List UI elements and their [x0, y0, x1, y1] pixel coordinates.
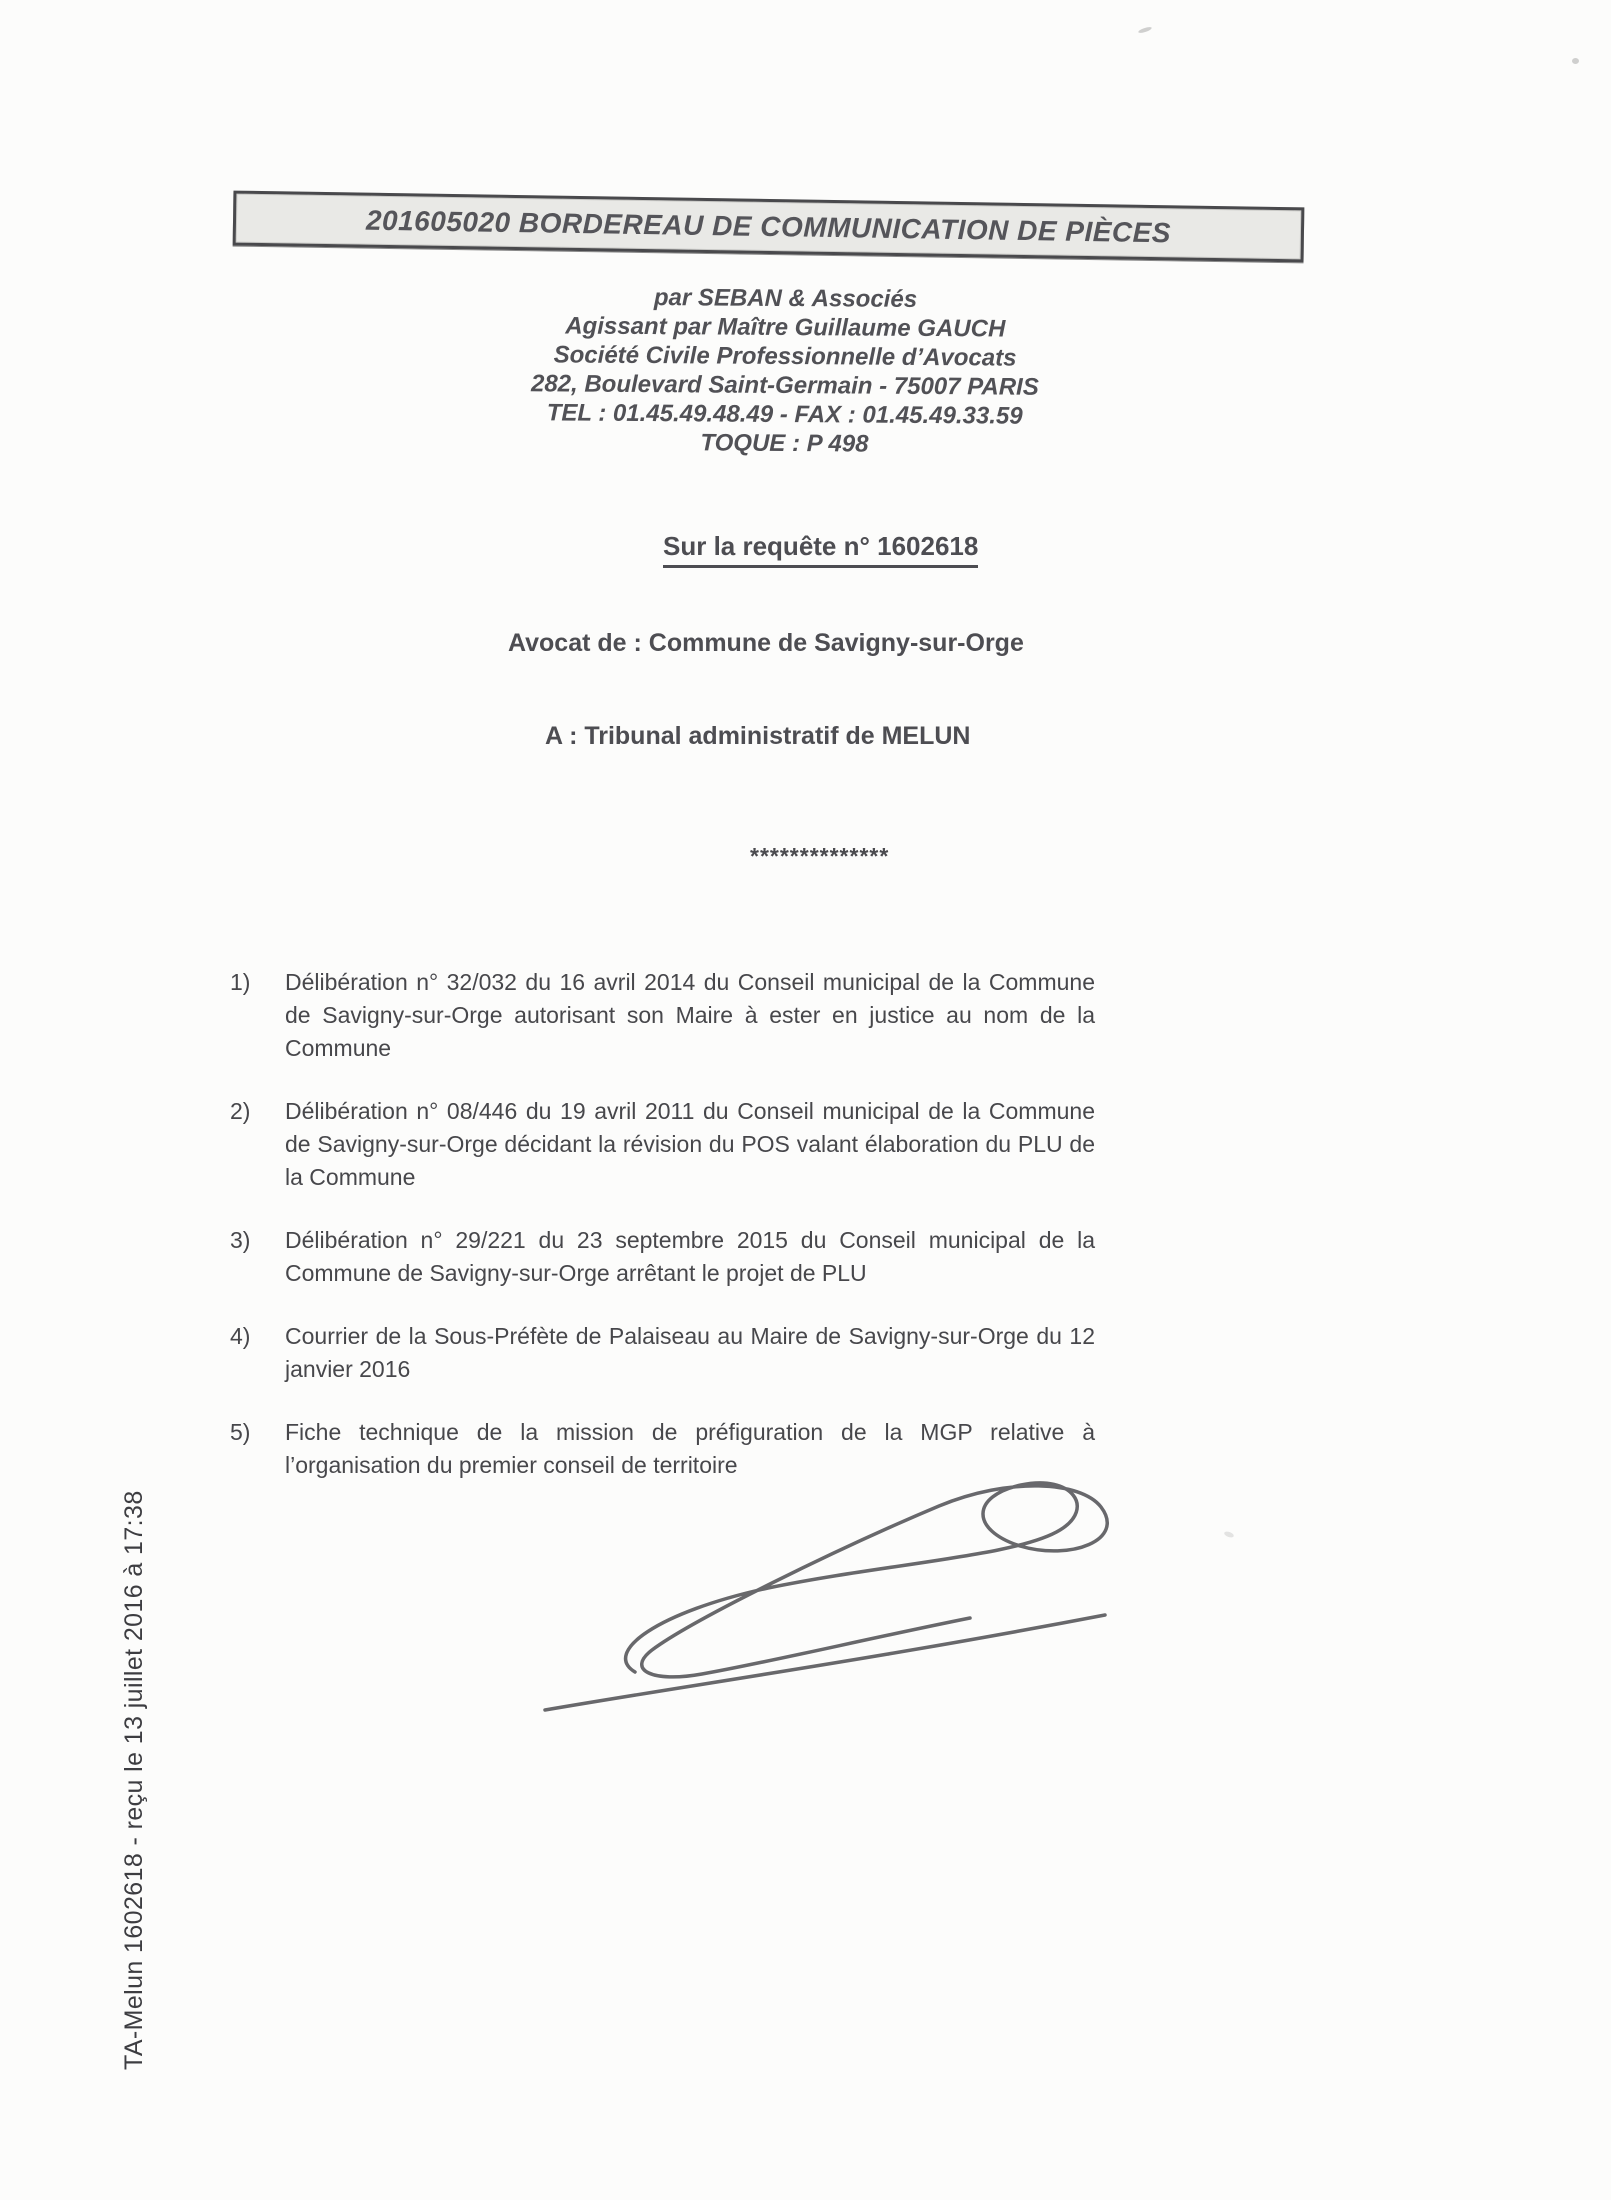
- pieces-list: [230, 966, 1095, 1512]
- scan-artifact: [1223, 1530, 1234, 1538]
- avocat-de-line: Avocat de : Commune de Savigny-sur-Orge: [508, 629, 1024, 657]
- sender-line: Société Civile Professionnelle d’Avocats: [553, 341, 1017, 372]
- list-item: [230, 966, 1095, 1065]
- document-title: 201605020 BORDEREAU DE COMMUNICATION DE PIÈCES: [365, 204, 1172, 248]
- list-item: [230, 1095, 1095, 1194]
- list-item-text: Délibération n° 08/446 du 19 avril 2011 du Conseil municipal de la Commune de Savigny-sur-Orge décidant la révision du POS valant élaboration du PLU de la Commune: [285, 1098, 1095, 1190]
- list-item-text: Fiche technique de la mission de préfiguration de la MGP relative à l’organisation du premier conseil de territoire: [285, 1419, 1095, 1478]
- destinataire-line: A : Tribunal administratif de MELUN: [545, 722, 971, 750]
- list-item-number: 1): [230, 969, 251, 995]
- list-item-text: Courrier de la Sous-Préfète de Palaiseau au Maire de Savigny-sur-Orge du 12 janvier 2016: [285, 1323, 1095, 1382]
- list-item-number: 3): [230, 1227, 251, 1253]
- sender-line: Agissant par Maître Guillaume GAUCH: [565, 312, 1006, 343]
- list-item: [230, 1224, 1095, 1290]
- list-item: [230, 1320, 1095, 1386]
- scan-artifact: [1572, 58, 1579, 64]
- sender-line: TOQUE : P 498: [700, 429, 869, 458]
- sender-address-block: [399, 281, 1170, 460]
- list-item-number: 2): [230, 1098, 251, 1124]
- list-item-number: 5): [230, 1419, 251, 1445]
- list-item-number: 4): [230, 1323, 251, 1349]
- document-title-banner: [233, 191, 1305, 263]
- greffe-reception-stamp: TA-Melun 1602618 - reçu le 13 juillet 2016 à 17:38: [120, 1490, 148, 2070]
- request-reference: Sur la requête n° 1602618: [663, 531, 978, 568]
- list-item-text: Délibération n° 32/032 du 16 avril 2014 du Conseil municipal de la Commune de Savigny-sur-Orge autorisant son Maire à ester en justice au nom de la Commune: [285, 969, 1095, 1061]
- handwritten-signature: [540, 1460, 1160, 1720]
- list-item-text: Délibération n° 29/221 du 23 septembre 2015 du Conseil municipal de la Commune de Savigny-sur-Orge arrêtant le projet de PLU: [285, 1227, 1095, 1286]
- sender-line: 282, Boulevard Saint-Germain - 75007 PARIS: [530, 370, 1039, 401]
- scan-artifact: [1138, 26, 1153, 34]
- sender-line: TEL : 01.45.49.48.49 - FAX : 01.45.49.33.59: [546, 399, 1023, 430]
- sender-line: par SEBAN & Associés: [653, 284, 918, 313]
- asterisk-separator: **************: [750, 843, 890, 869]
